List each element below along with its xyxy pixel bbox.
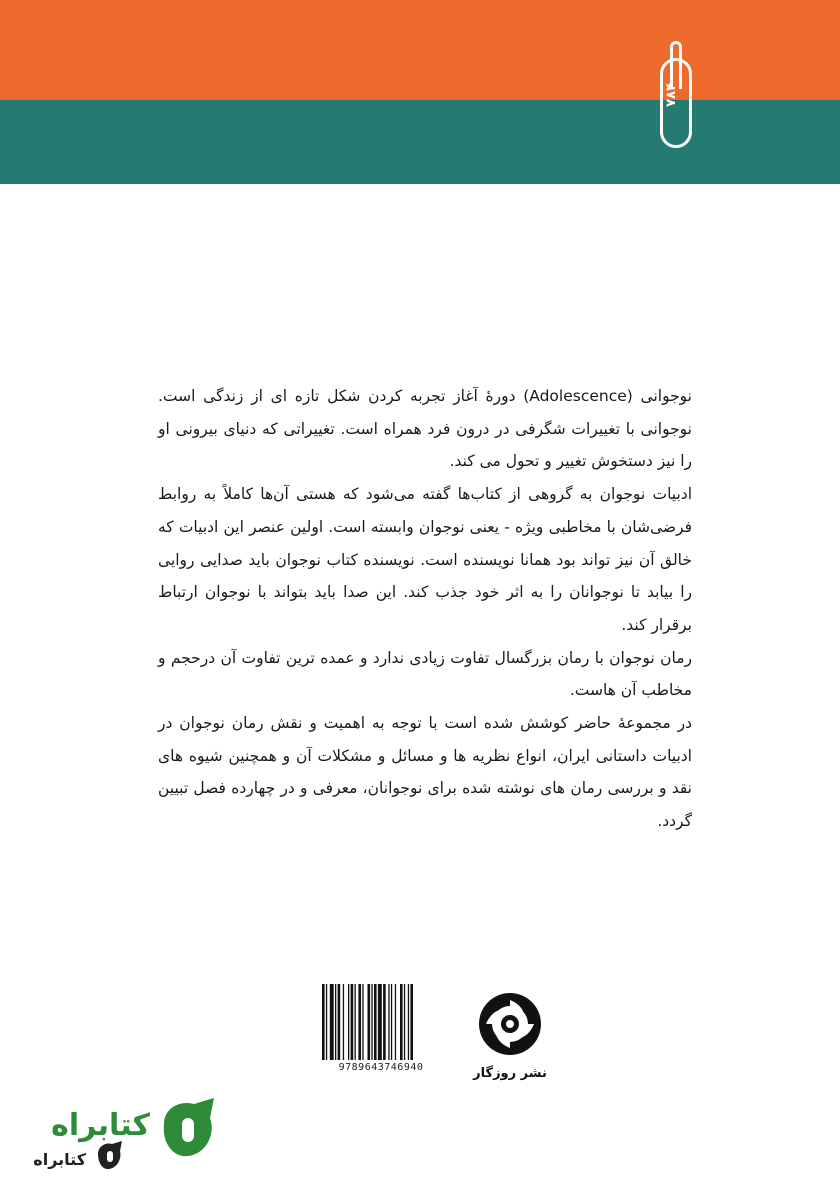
barcode-bar [355,984,356,1060]
barcode-bar [326,984,327,1060]
barcode-bar [388,984,389,1060]
back-cover-blurb [158,380,692,838]
barcode-bar [348,984,349,1060]
barcode-bar [391,984,392,1060]
barcode-bar [343,984,344,1060]
barcode-bar [330,984,334,1060]
barcode-bar [335,984,336,1060]
series-number: ۷۸۴ [664,83,679,107]
swirl-emblem-icon [476,990,544,1058]
barcode-bar [395,984,396,1060]
barcode-bar [368,984,371,1060]
barcode-bars [322,984,440,1060]
barcode-bar [408,984,409,1060]
barcode-bar [410,984,413,1060]
barcode-bar [378,984,382,1060]
paperclip-icon [660,58,692,148]
barcode-bar [383,984,386,1060]
publisher-name: نشر روزگار [473,1066,547,1081]
barcode-bar [404,984,405,1060]
paperclip-inner-loop [670,41,682,89]
barcode-bar [358,984,361,1060]
barcode-bar [351,984,354,1060]
top-orange-band [0,0,840,100]
blurb-paragraph-1: نوجوانی (Adolescence) دورهٔ آغاز تجربه کردن شکل تازه ای از زندگی است. نوجوانی با تغییرات شگرفی در درون فرد همراه است. تغییراتی که دنیای بیرونی او را نیز دستخوش تغییر و تحول می کند. [158,387,692,471]
watermark-text-large: کتابراه [51,1108,150,1143]
blurb-paragraph-3: رمان نوجوان با رمان بزرگسال تفاوت زیادی ندارد و عمده ترین تفاوت آن درحجم و مخاطب آن هاست. [158,648,692,700]
barcode-bar [338,984,341,1060]
barcode-bar [400,984,403,1060]
blurb-paragraph-2: ادبیات نوجوان به گروهی از کتاب‌ها گفته می‌شود که هستی آن‌ها کاملاً به روابط فرضی‌شان با مخاطبی ویژه - یعنی نوجوان وابسته است. اولین عنصر این ادبیات که خالق آن نیز تواند بود همانا نویسنده است. نویسنده کتاب نوجوان باید صدایی روایی را بیابد تا نوجوانان را به اثر خود جذب کند. این صدا باید بتواند با نوجوان ارتباط برقرار کند. [158,485,692,634]
barcode-bar [374,984,377,1060]
watermark-text-small: کتابراه [33,1150,86,1169]
teal-band [0,100,840,184]
barcode-bar [322,984,325,1060]
isbn-barcode [316,984,446,1080]
barcode-bar [371,984,372,1060]
isbn-number: 9789643746940 [338,1062,424,1073]
blurb-paragraph-4: در مجموعهٔ حاضر کوشش شده است با توجه به اهمیت و نقش رمان نوجوان در ادبیات داستانی ایران، انواع نظریه ها و مسائل و مشکلات آن و همچنین شیوه های نقد و بررسی رمان های نوشته شده برای نوجوانان، معرفی و در چهارده فصل تبیین گردد. [158,714,692,831]
barcode-bar [362,984,363,1060]
